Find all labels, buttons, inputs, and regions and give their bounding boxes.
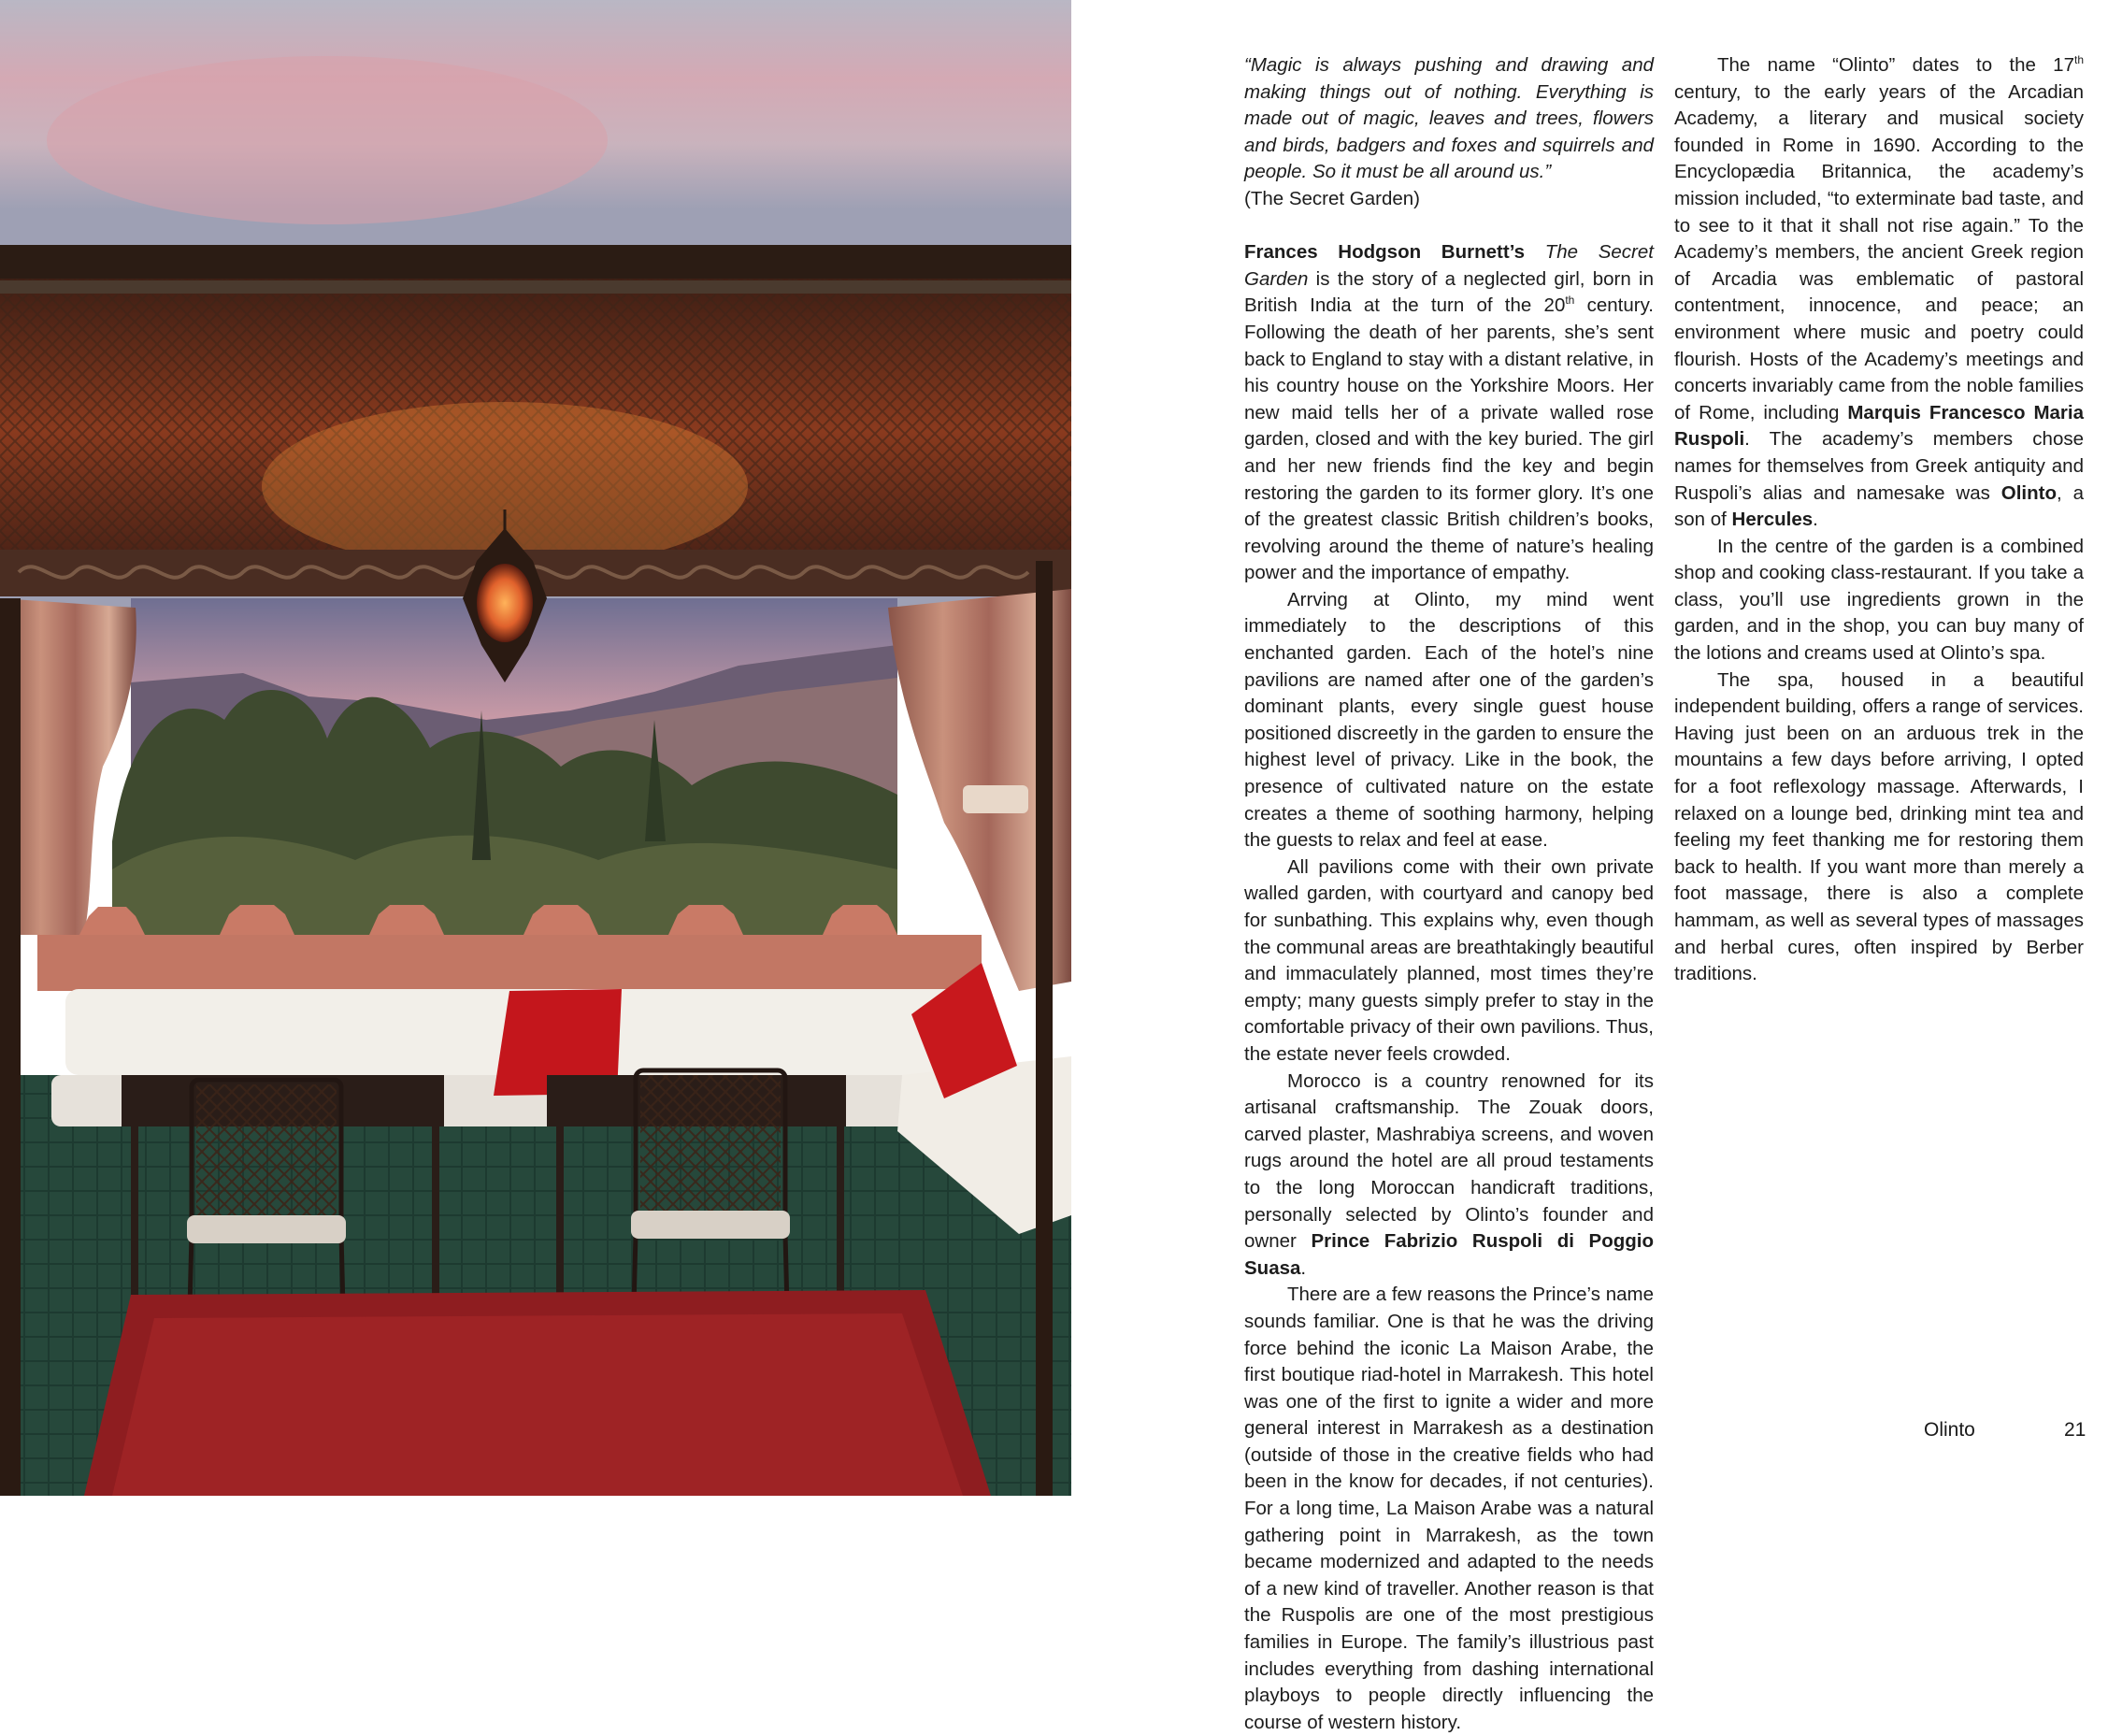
epigraph <box>1244 52 1654 213</box>
hercules-name: Hercules <box>1731 509 1814 531</box>
marquis-name: Marquis Francesco Maria Ruspoli <box>1674 401 2085 451</box>
body-paragraph-1: Frances Hodgson Burnett’s The Secret Garden is the story of a neglected girl, born in British India at the turn of the 20th century. Following the death of her parents, she’s sent back to England to stay with a distant relative, in his country house on the Yorkshire Moors. Her new maid tells her of a private walled rose garden, closed and with the key buried. The girl and her new friends find the key and begin restoring the garden to its former glory. It’s one of the greatest classic British children’s books, revolving around the theme of nature’s healing power and the importance of empathy. <box>1244 241 1654 584</box>
body-paragraph-4: Morocco is a country renowned for its artisanal craftsmanship. The Zouak doors, carved plaster, Mashrabiya screens, and woven rugs around the hotel are all proud testaments to the long Moroccan handicraft traditions, personally selected by Olinto’s founder and owner Prince Fabrizio Ruspoli di Poggio Suasa. <box>1244 1069 1654 1279</box>
body-paragraph-8: The spa, housed in a beautiful independent building, offers a range of services. Having just been on an arduous trek in the mountains a few days before arriving, I opted for a foot reflexology massage. Afterwards, I relaxed on a lounge bed, drinking mint tea and feeling my feet thanking me for restoring them back to health. If you want more than merely a foot massage, there is also a complete hammam, as well as several types of massages and herbal cures, often inspired by Berber traditions. <box>1674 668 2084 985</box>
body-paragraph-2: Arrving at Olinto, my mind went immediately to the descriptions of this enchanted garden. Each of the hotel’s nine pavilions are named after one of the garden’s dominant plants, every single guest house positioned discreetly in the garden to ensure the highest level of privacy. Like in the book, the presence of cultivated nature on the estate creates a theme of soothing harmony, helping the guests to relax and feel at ease. <box>1244 588 1654 852</box>
body-paragraph-7: In the centre of the garden is a combined shop and cooking class-restaurant. If you take a class, you’ll use ingredients grown in the garden, and in the shop, you can buy many of the lotions and creams used at Olinto’s spa. <box>1674 535 2084 665</box>
founder-name: Prince Fabrizio Ruspoli di Poggio Suasa <box>1244 1230 1654 1279</box>
olinto-name: Olinto <box>2000 481 2057 504</box>
body-paragraph-5: There are a few reasons the Prince’s name sounds familiar. One is that he was the driving force behind the iconic La Maison Arabe, the first boutique riad-hotel in Marrakesh. This hotel was one of the first to ignite a wider and more general interest in Marrakesh as a destination (outside of those in the creative fields who had been in the know for decades, if not centuries). For a long time, La Maison Arabe was a natural gathering point in Marrakesh, as the town became modernized and adapted to the needs of a new kind of traveller. Another reason is that the Ruspolis are one of the most prestigious families in Europe. The family’s illustrious past includes everything from dashing international playboys to people directly influencing the course of western history. <box>1244 1284 1654 1733</box>
author-name: Frances Hodgson Burnett’s <box>1244 241 1526 264</box>
body-paragraph-6: The name “Olinto” dates to the 17th century, to the early years of the Arcadian Academy, a literary and musical society founded in Rome in 1690. According to the Encyclopædia Britannica, the academy’s mission included, “to exterminate bad taste, and to see to it that it shall not rise again.” To the Academy’s members, the ancient Greek region of Arcadia was emblematic of pastoral contentment, innocence, and peace; an environment where music and poetry could flourish. Hosts of the Academy’s meetings and concerts invariably came from the noble families of Rome, including Marquis Francesco Maria Ruspoli. The academy’s members chose names for themselves from Greek antiquity and Ruspoli’s alias and namesake was Olinto, a son of Hercules. <box>1674 53 2085 531</box>
running-footer-title: Olinto <box>1924 1419 1975 1441</box>
book-title: The Secret Garden <box>1244 241 1654 290</box>
text-column-right <box>1674 52 2084 988</box>
text-column-left <box>1244 52 1654 1736</box>
body-paragraph-3: All pavilions come with their own private walled garden, with courtyard and canopy bed for sunbathing. This explains why, even though the communal areas are breathtakingly beautiful and immaculately planned, most times they’re empty; many guests simply prefer to stay in the comfortable privacy of their own pavilions. Thus, the estate never feels crowded. <box>1244 855 1654 1065</box>
epigraph-source: (The Secret Garden) <box>1244 187 1420 209</box>
pavilion-photo <box>0 0 1071 1496</box>
epigraph-quote: “Magic is always pushing and drawing and making things out of nothing. Everything is made out of magic, leaves and trees, flowers and birds, badgers and foxes and squirrels and people. So it must be all around us.” <box>1244 54 1654 183</box>
page-number: 21 <box>2064 1419 2086 1441</box>
